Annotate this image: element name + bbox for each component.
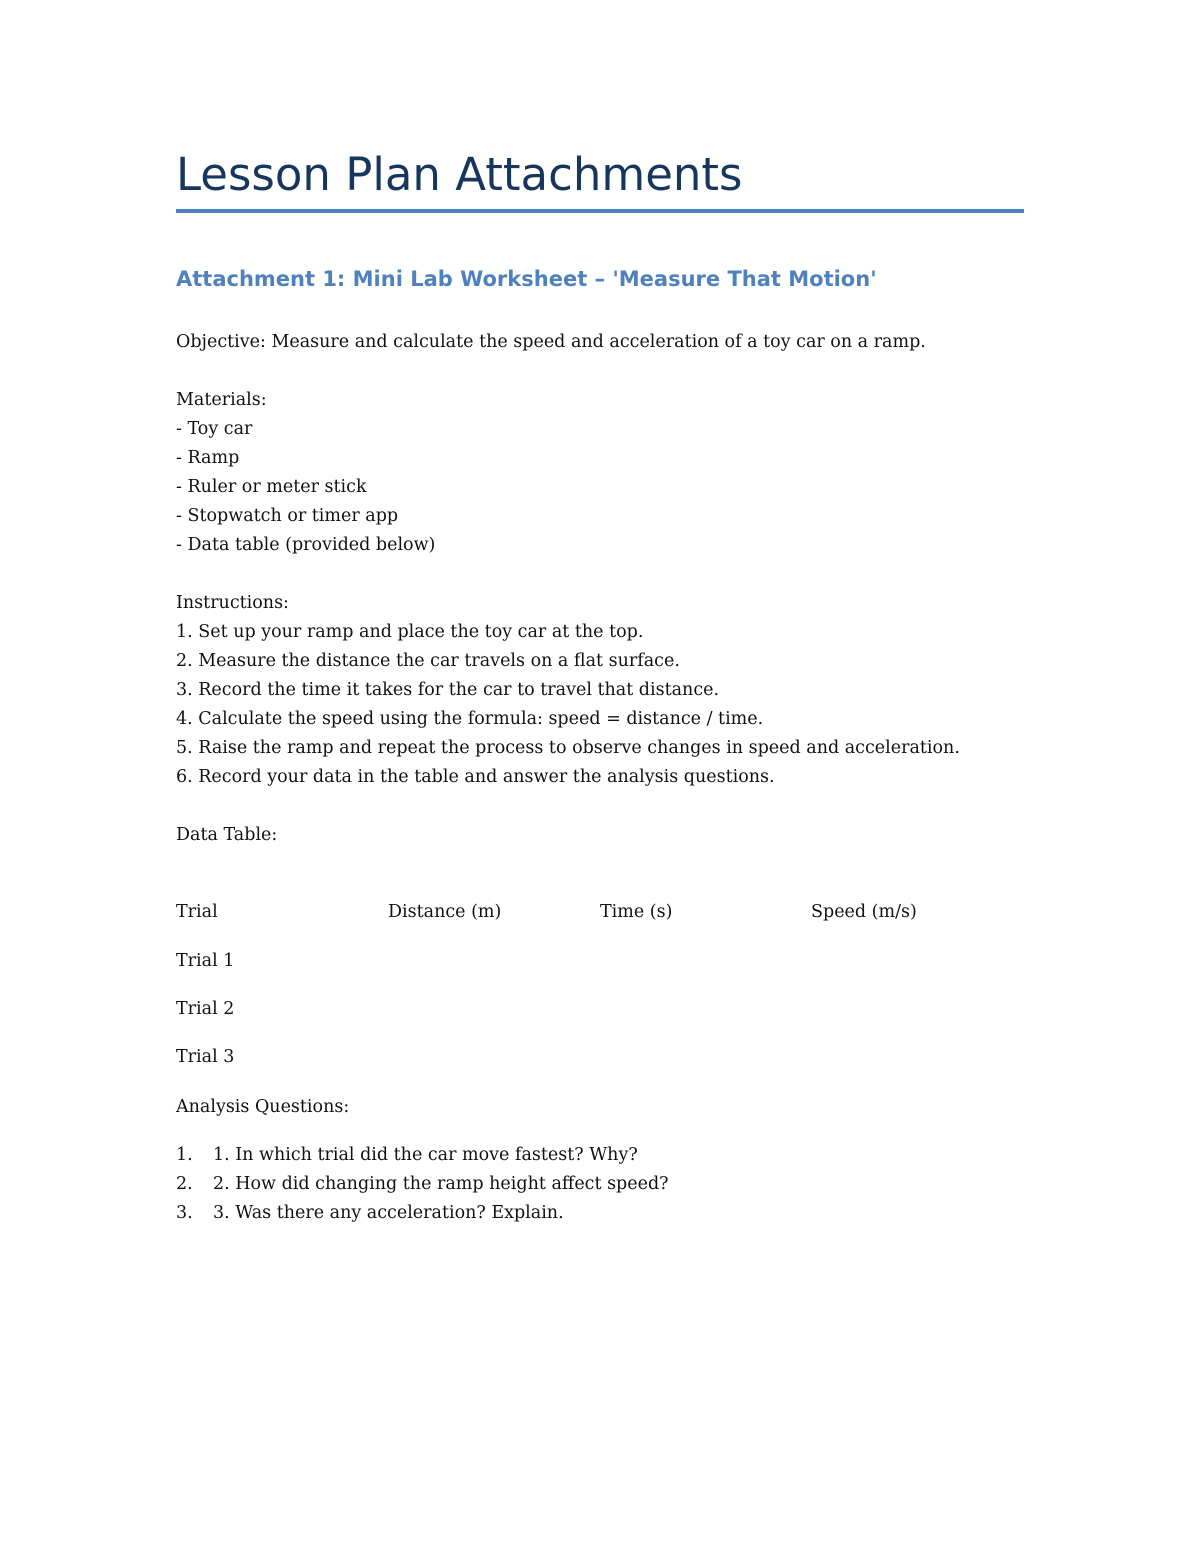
instructions-label: Instructions: [176, 593, 289, 613]
instruction-step: 2. Measure the distance the car travels on a flat surface. [176, 651, 680, 671]
table-cell-trial: Trial 2 [176, 999, 235, 1019]
question-text: 3. Was there any acceleration? Explain. [213, 1203, 564, 1223]
instruction-step: 1. Set up your ramp and place the toy car at the top. [176, 622, 644, 642]
materials-item: - Stopwatch or timer app [176, 506, 399, 526]
list-number: 1. [176, 1145, 193, 1165]
objective-text: Objective: Measure and calculate the speed and acceleration of a toy car on a ramp. [176, 332, 926, 352]
table-cell-trial: Trial 1 [176, 951, 235, 971]
question-text: 2. How did changing the ramp height affect speed? [213, 1174, 669, 1194]
list-item [176, 1172, 1026, 1196]
table-cell-trial: Trial 3 [176, 1047, 235, 1067]
question-text: 1. In which trial did the car move fastest? Why? [213, 1145, 638, 1165]
instruction-step: 3. Record the time it takes for the car to travel that distance. [176, 680, 720, 700]
title-underline [176, 209, 1024, 213]
materials-item: - Data table (provided below) [176, 535, 436, 555]
data-table-label: Data Table: [176, 825, 278, 845]
materials-item: - Toy car [176, 419, 253, 439]
table-header-cell: Time (s) [600, 902, 673, 922]
instruction-step: 5. Raise the ramp and repeat the process to observe changes in speed and acceleration. [176, 738, 960, 758]
document-title: Lesson Plan Attachments [176, 148, 743, 201]
materials-item: - Ruler or meter stick [176, 477, 367, 497]
instruction-step: 4. Calculate the speed using the formula: speed = distance / time. [176, 709, 764, 729]
list-number: 2. [176, 1174, 193, 1194]
table-header-cell: Speed (m/s) [811, 902, 917, 922]
materials-item: - Ramp [176, 448, 240, 468]
list-item [176, 1143, 1026, 1167]
table-header-cell: Distance (m) [388, 902, 502, 922]
analysis-label: Analysis Questions: [176, 1097, 350, 1117]
materials-label: Materials: [176, 390, 267, 410]
attachment-heading: Attachment 1: Mini Lab Worksheet – 'Measure That Motion' [176, 267, 877, 291]
table-header-cell: Trial [176, 902, 218, 922]
instruction-step: 6. Record your data in the table and answer the analysis questions. [176, 767, 775, 787]
list-item [176, 1201, 1026, 1225]
list-number: 3. [176, 1203, 193, 1223]
